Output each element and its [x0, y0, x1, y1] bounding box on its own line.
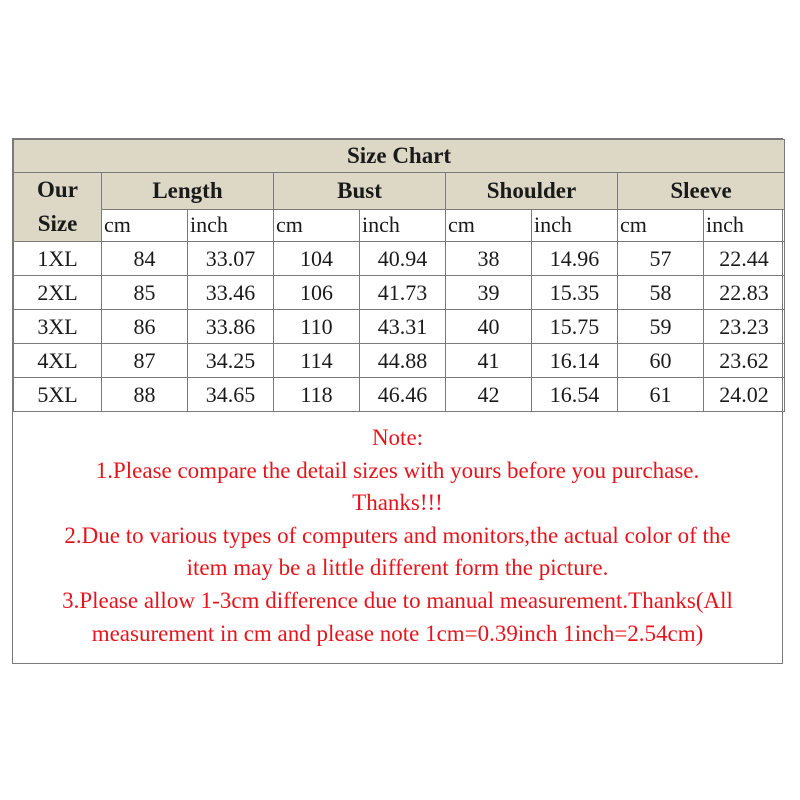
- title-row: [14, 140, 785, 173]
- table-row: [14, 344, 785, 378]
- table-row: [14, 242, 785, 276]
- value-cell: 23.23: [704, 310, 785, 344]
- size-cell: 1XL: [14, 242, 102, 276]
- header-row: [14, 173, 785, 210]
- value-cell: 86: [102, 310, 188, 344]
- size-chart: [12, 138, 783, 664]
- value-cell: 16.14: [532, 344, 618, 378]
- note-line: 3.Please allow 1-3cm difference due to manual measurement.Thanks(All: [62, 587, 733, 613]
- value-cell: 61: [618, 378, 704, 412]
- value-cell: 59: [618, 310, 704, 344]
- value-cell: 85: [102, 276, 188, 310]
- value-cell: 42: [446, 378, 532, 412]
- value-cell: 110: [274, 310, 360, 344]
- value-cell: 34.25: [188, 344, 274, 378]
- value-cell: 15.35: [532, 276, 618, 310]
- sleeve-header: Sleeve: [618, 173, 785, 210]
- value-cell: 15.75: [532, 310, 618, 344]
- value-cell: 84: [102, 242, 188, 276]
- value-cell: 43.31: [360, 310, 446, 344]
- size-cell: 2XL: [14, 276, 102, 310]
- value-cell: 33.86: [188, 310, 274, 344]
- unit-label: inch: [532, 209, 618, 241]
- our-size-label-line2: Size: [37, 211, 78, 236]
- size-cell: 5XL: [14, 378, 102, 412]
- value-cell: 44.88: [360, 344, 446, 378]
- note-section: [13, 422, 782, 650]
- value-cell: 23.62: [704, 344, 785, 378]
- table-row: [14, 276, 785, 310]
- table-row: [14, 378, 785, 412]
- table-row: [14, 310, 785, 344]
- unit-label: inch: [188, 209, 274, 241]
- unit-label: cm: [274, 209, 360, 241]
- note-line: Thanks!!!: [352, 490, 443, 516]
- value-cell: 38: [446, 242, 532, 276]
- unit-row: [14, 209, 785, 241]
- note-line: measurement in cm and please note 1cm=0.39inch 1inch=2.54cm): [91, 620, 704, 646]
- value-cell: 34.65: [188, 378, 274, 412]
- value-cell: 106: [274, 276, 360, 310]
- value-cell: 104: [274, 242, 360, 276]
- value-cell: 60: [618, 344, 704, 378]
- value-cell: 88: [102, 378, 188, 412]
- length-header: Length: [102, 173, 274, 210]
- size-cell: 3XL: [14, 310, 102, 344]
- value-cell: 41.73: [360, 276, 446, 310]
- value-cell: 40: [446, 310, 532, 344]
- value-cell: 22.44: [704, 242, 785, 276]
- value-cell: 58: [618, 276, 704, 310]
- value-cell: 40.94: [360, 242, 446, 276]
- note-heading: Note:: [371, 425, 424, 450]
- value-cell: 33.07: [188, 242, 274, 276]
- unit-label: cm: [102, 209, 188, 241]
- value-cell: 41: [446, 344, 532, 378]
- value-cell: 16.54: [532, 378, 618, 412]
- value-cell: 57: [618, 242, 704, 276]
- value-cell: 114: [274, 344, 360, 378]
- chart-title: Size Chart: [14, 140, 785, 173]
- bust-header: Bust: [274, 173, 446, 210]
- our-size-label-line1: Our: [37, 177, 78, 202]
- value-cell: 46.46: [360, 378, 446, 412]
- value-cell: 39: [446, 276, 532, 310]
- size-table: [13, 139, 785, 412]
- size-cell: 4XL: [14, 344, 102, 378]
- value-cell: 14.96: [532, 242, 618, 276]
- value-cell: 118: [274, 378, 360, 412]
- note-line: item may be a little different form the picture.: [186, 555, 609, 581]
- value-cell: 87: [102, 344, 188, 378]
- unit-label: cm: [446, 209, 532, 241]
- our-size-header: [14, 173, 102, 242]
- note-line: 1.Please compare the detail sizes with yours before you purchase.: [95, 457, 700, 483]
- value-cell: 24.02: [704, 378, 785, 412]
- unit-label: inch: [704, 209, 785, 241]
- note-line: 2.Due to various types of computers and monitors,the actual color of the: [64, 522, 731, 548]
- value-cell: 33.46: [188, 276, 274, 310]
- unit-label: inch: [360, 209, 446, 241]
- value-cell: 22.83: [704, 276, 785, 310]
- shoulder-header: Shoulder: [446, 173, 618, 210]
- unit-label: cm: [618, 209, 704, 241]
